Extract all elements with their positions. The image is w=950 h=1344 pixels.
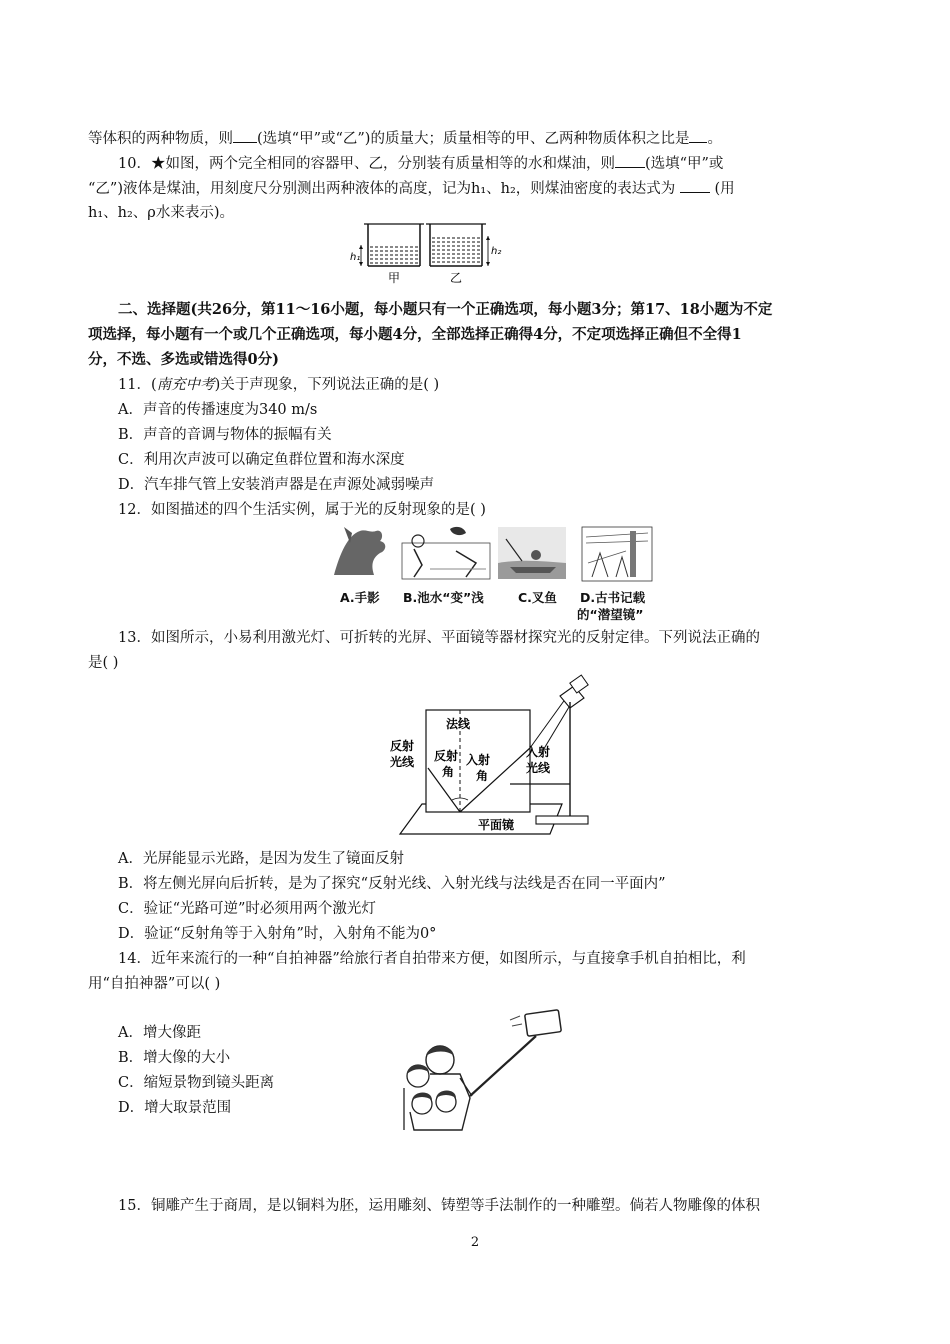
q10-text: “乙”)液体是煤油，用刻度尺分别测出两种液体的高度，记为h₁、h₂，则煤油密度的表达式为 [88, 181, 676, 197]
normal-label: 法线 [446, 717, 471, 731]
q13-option-d[interactable]: D．验证“反射角等于入射角”时，入射角不能为0° [118, 926, 437, 942]
q14-line1: 14．近年来流行的一种“自拍神器”给旅行者自拍带来方便，如图所示，与直接拿手机自拍相比，利 [118, 951, 746, 967]
q11-text: 11．( [118, 377, 157, 393]
caption-b: B.池水“变”浅 [403, 590, 484, 605]
page-number: 2 [470, 1235, 480, 1250]
q9-continuation [88, 128, 722, 149]
incidence-angle-label-2: 角 [476, 769, 489, 783]
q9-text-a: 等体积的两种物质，则 [88, 131, 233, 147]
reflection-angle-label: 反射 [434, 749, 459, 763]
section2-line2: 项选择，每小题有一个或几个正确选项，每小题4分，全部选择正确得4分，不定项选择正确但不全得1 [88, 326, 742, 343]
q12-pictures [330, 523, 660, 585]
incident-ray-label-2: 光线 [526, 761, 551, 775]
q14-option-d[interactable]: D．增大取景范围 [118, 1100, 232, 1116]
q14-option-a[interactable]: A．增大像距 [118, 1025, 201, 1041]
q12-stem: 12．如图描述的四个生活实例，属于光的反射现象的是( ) [118, 502, 486, 518]
incidence-angle-label: 入射 [466, 753, 491, 767]
q13-line1: 13．如图所示，小易利用激光灯、可折转的光屏、平面镜等器材探究光的反射定律。下列说法正确的 [118, 630, 760, 646]
h2-label: h₂ [491, 246, 502, 257]
caption-a: A.手影 [340, 590, 380, 605]
phone-icon [525, 1010, 562, 1037]
q13-line2: 是( ) [88, 655, 119, 671]
q10-line3: h₁、h₂、ρ水来表示)。 [88, 205, 234, 221]
reflection-angle-label-2: 角 [442, 765, 455, 779]
answer-blank[interactable] [615, 153, 645, 168]
incident-ray-label: 入射 [526, 745, 551, 759]
reflected-ray-label-2: 光线 [390, 755, 415, 769]
section2-line3: 分，不选、多选或错选得0分) [88, 351, 279, 368]
q13-option-a[interactable]: A．光屏能显示光路，是因为发生了镜面反射 [118, 851, 404, 867]
periscope-picture [582, 527, 652, 581]
answer-blank[interactable] [680, 178, 710, 193]
hand-shadow-picture [334, 527, 385, 575]
q11-option-c[interactable]: C．利用次声波可以确定鱼群位置和海水深度 [118, 452, 405, 468]
jia-label: 甲 [388, 271, 401, 285]
yi-label: 乙 [450, 271, 463, 285]
q13-option-b[interactable]: B．将左侧光屏向后折转，是为了探究“反射光线、入射光线与法线是否在同一平面内” [118, 876, 666, 892]
spear-fishing-picture [498, 527, 566, 579]
pool-picture [402, 527, 490, 579]
q14-option-b[interactable]: B．增大像的大小 [118, 1050, 231, 1066]
q11-stem [118, 375, 439, 395]
selfie-stick-figure [400, 1008, 570, 1138]
q10-line1 [118, 153, 723, 174]
section2-line1: 二、选择题(共26分，第11～16小题，每小题只有一个正确选项，每小题3分；第17、18小题为不定 [118, 301, 773, 318]
caption-d-line2: 的“潜望镜” [577, 607, 644, 622]
q9-text-b: (选填“甲”或“乙”)的质量大；质量相等的甲、乙两种物质体积之比是 [257, 131, 690, 147]
q11-option-b[interactable]: B．声音的音调与物体的振幅有关 [118, 427, 332, 443]
q10-text: 10．★如图，两个完全相同的容器甲、乙，分别装有质量相等的水和煤油，则 [118, 156, 615, 172]
q10-text: (用 [714, 181, 735, 197]
mirror-label: 平面镜 [478, 818, 515, 832]
q11-text: )关于声现象，下列说法正确的是( ) [214, 377, 440, 393]
q10-text: (选填“甲”或 [644, 156, 724, 172]
q14-option-c[interactable]: C．缩短景物到镜头距离 [118, 1075, 275, 1091]
q11-option-a[interactable]: A．声音的传播速度为340 m/s [118, 402, 318, 418]
selfie-stick [470, 1036, 536, 1096]
containers-figure [350, 218, 500, 288]
q15-line1: 15．铜雕产生于商周，是以铜料为胚，运用雕刻、铸塑等手法制作的一种雕塑。倘若人物雕像的体积 [118, 1198, 760, 1214]
q13-option-c[interactable]: C．验证“光路可逆”时必须用两个激光灯 [118, 901, 376, 917]
q14-line2: 用“自拍神器”可以( ) [88, 976, 221, 992]
answer-blank[interactable] [233, 128, 257, 143]
answer-blank[interactable] [689, 128, 707, 143]
q11-option-d[interactable]: D．汽车排气管上安装消声器是在声源处减弱噪声 [118, 477, 435, 493]
reflected-ray-label: 反射 [390, 739, 415, 753]
q9-text-c: 。 [707, 131, 722, 147]
caption-c: C.叉鱼 [518, 590, 557, 605]
q11-source: 南充中考 [156, 377, 215, 393]
caption-d-line1: D.古书记载 [580, 590, 646, 605]
reflection-experiment-figure [388, 668, 600, 844]
q10-line2 [88, 178, 735, 199]
h1-label: h₁ [350, 252, 361, 263]
